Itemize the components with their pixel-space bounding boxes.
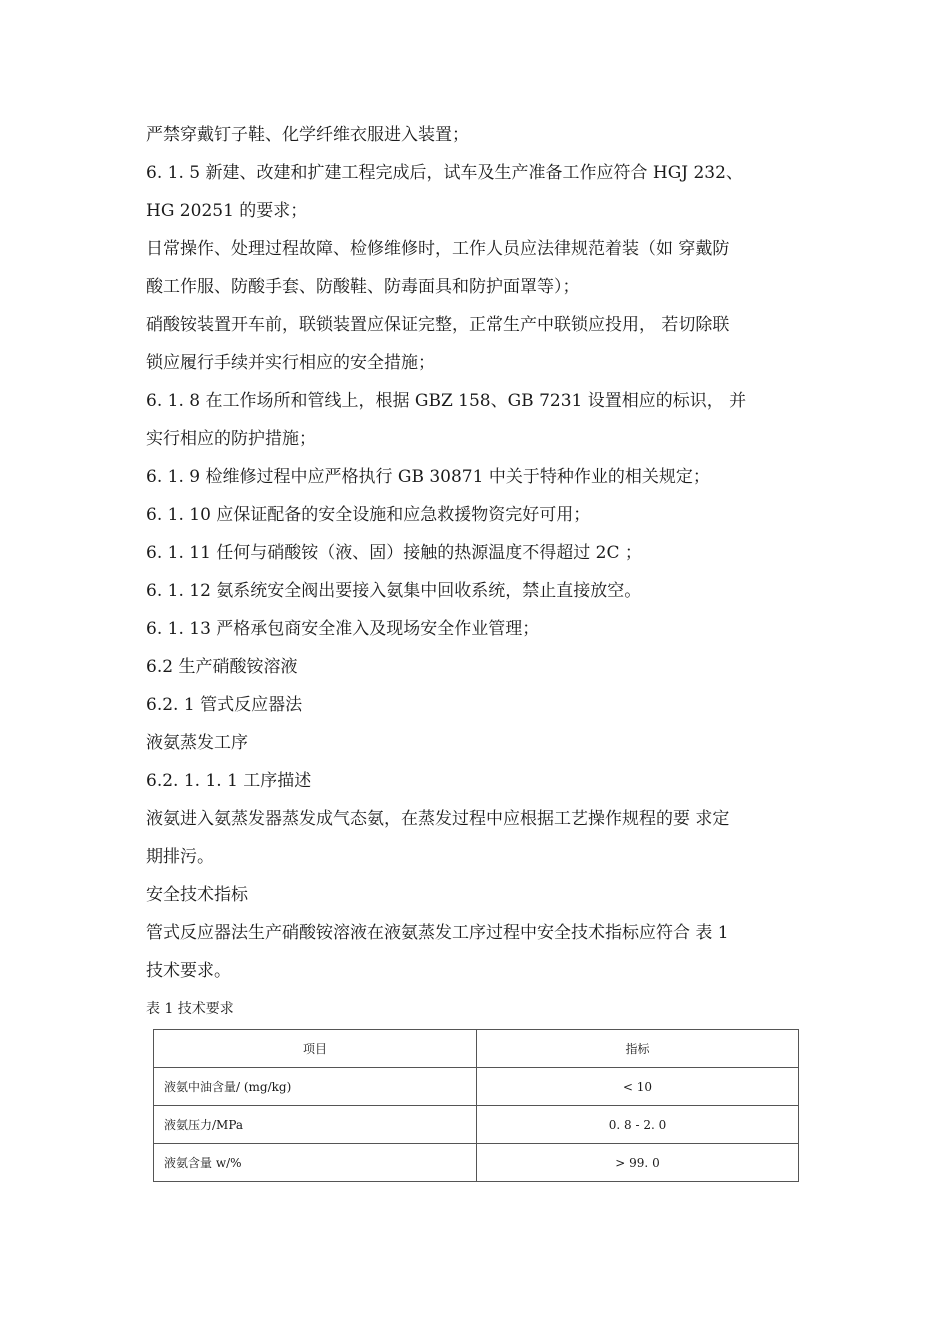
table-row [154,1068,799,1106]
paragraph-line: 严禁穿戴钉子鞋、化学纤维衣服进入装置； [146,125,469,145]
table-cell-value: > 99. 0 [477,1144,799,1182]
subsection-heading: 安全技术指标 [146,885,248,905]
column-header-item: 项目 [154,1030,477,1068]
paragraph-line: 6. 1. 12 氨系统安全阀出要接入氨集中回收系统，禁止直接放空。 [146,581,642,601]
requirements-table [153,1029,799,1182]
paragraph-line: 6. 1. 8 在工作场所和管线上，根据 GBZ 158、GB 7231 设置相应的标识， 并 [146,391,747,411]
paragraph-line: 6. 1. 11 任何与硝酸铵（液、固）接触的热源温度不得超过 2C ； [146,543,642,563]
table-cell-value: 0. 8 - 2. 0 [477,1106,799,1144]
paragraph-line: 6. 1. 9 检维修过程中应严格执行 GB 30871 中关于特种作业的相关规定； [146,467,710,487]
subsection-heading: 6.2. 1 管式反应器法 [146,695,303,715]
paragraph-line: 管式反应器法生产硝酸铵溶液在液氨蒸发工序过程中安全技术指标应符合 表 1 [146,923,729,943]
paragraph-line: 6. 1. 5 新建、改建和扩建工程完成后，试车及生产准备工作应符合 HGJ 232、 [146,163,743,183]
paragraph-line: 实行相应的防护措施； [146,429,316,449]
paragraph-line: 液氨进入氨蒸发器蒸发成气态氨，在蒸发过程中应根据工艺操作规程的要 求定 [146,809,730,829]
paragraph-line: 日常操作、处理过程故障、检修维修时，工作人员应法律规范着装（如 穿戴防 [146,239,730,259]
paragraph-line: 锁应履行手续并实行相应的安全措施； [146,353,435,373]
table-header-row [154,1030,799,1068]
column-header-value: 指标 [477,1030,799,1068]
section-heading: 6.2 生产硝酸铵溶液 [146,657,298,677]
paragraph-line: 期排污。 [146,847,214,867]
paragraph-line: 酸工作服、防酸手套、防酸鞋、防毒面具和防护面罩等）； [146,277,580,297]
document-body [146,116,816,1182]
paragraph-line: 硝酸铵装置开车前，联锁装置应保证完整，正常生产中联锁应投用， 若切除联 [146,315,730,335]
table-caption: 表 1 技术要求 [146,1001,234,1017]
paragraph-line: 技术要求。 [146,961,231,981]
table-row [154,1106,799,1144]
subsection-heading: 6.2. 1. 1. 1 工序描述 [146,771,312,791]
table-row [154,1144,799,1182]
table-cell-item: 液氨含量 w/% [154,1144,477,1182]
table-cell-item: 液氨压力/MPa [154,1106,477,1144]
table-cell-value: < 10 [477,1068,799,1106]
paragraph-line: HG 20251 的要求； [146,201,308,221]
table-cell-item: 液氨中油含量/ (mg/kg) [154,1068,477,1106]
paragraph-line: 6. 1. 13 严格承包商安全准入及现场安全作业管理； [146,619,540,639]
subsection-heading: 液氨蒸发工序 [146,733,248,753]
paragraph-line: 6. 1. 10 应保证配备的安全设施和应急救援物资完好可用； [146,505,591,525]
